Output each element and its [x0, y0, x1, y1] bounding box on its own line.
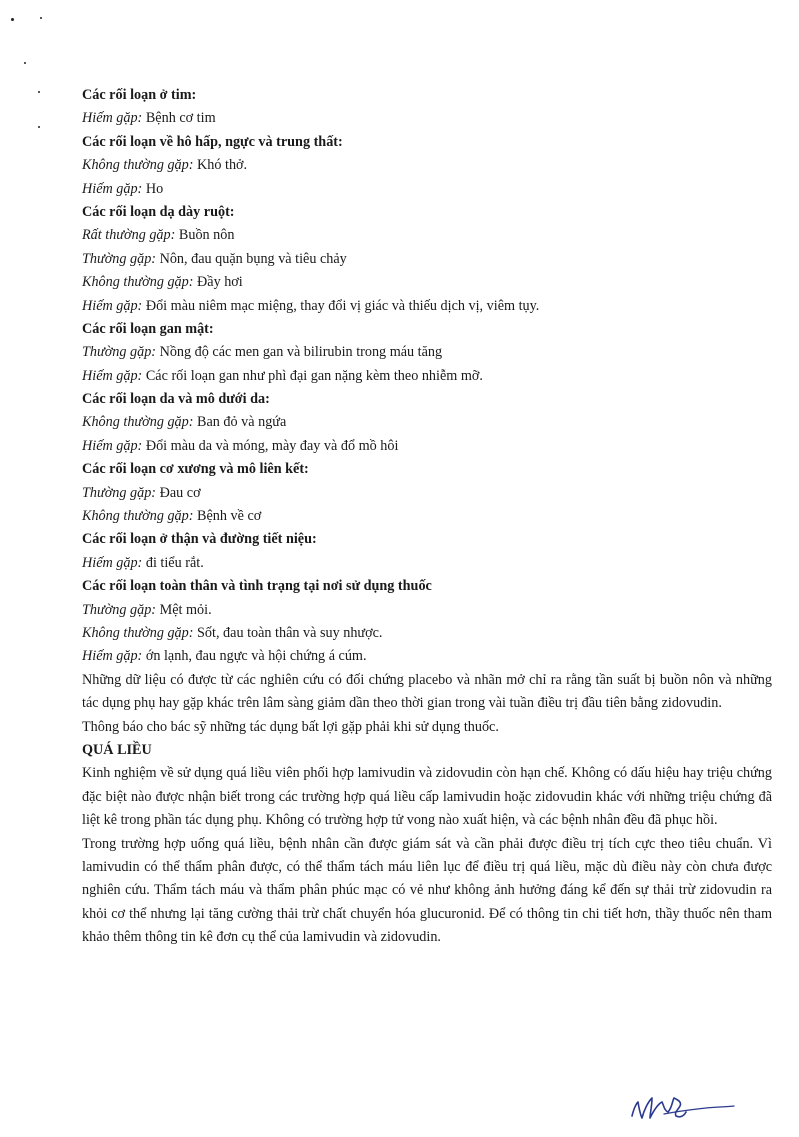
frequency-text: Sốt, đau toàn thân và suy nhược. [193, 624, 383, 641]
frequency-text: Nồng độ các men gan và bilirubin trong máu tăng [156, 344, 443, 361]
scan-speck [11, 18, 14, 21]
frequency-label: Hiếm gặp: [82, 437, 143, 454]
frequency-label: Hiếm gặp: [82, 367, 143, 384]
frequency-label: Không thường gặp: [82, 508, 194, 525]
frequency-label: Rất thường gặp: [82, 227, 176, 244]
frequency-label: Thường gặp: [82, 484, 157, 501]
frequency-label: Không thường gặp: [82, 274, 194, 291]
frequency-item [82, 645, 772, 668]
frequency-item [82, 295, 772, 318]
frequency-text: đi tiểu rắt. [142, 554, 204, 571]
frequency-item [82, 271, 772, 294]
frequency-label: Hiếm gặp: [82, 554, 143, 571]
frequency-text: Các rối loạn gan như phì đại gan nặng kèm theo nhiễm mỡ. [142, 367, 483, 384]
frequency-text: Mệt mỏi. [156, 601, 212, 618]
overdose-paragraph-2: Trong trường hợp uống quá liều, bệnh nhân cần được giám sát và cần phải được điều trị tích cực theo tiêu chuẩn. Vì lamivudin có thể thẩm phân được, có thể thẩm tách máu liên lục để điều trị quá liều, mặc dù điều này còn chưa được nghiên cứu. Thẩm tách máu và thẩm phân phúc mạc có vẻ như không ảnh hưởng đáng kể đến sự thải trừ zidovudin ra khỏi cơ thể nhưng lại tăng cường thải trừ chất chuyển hóa glucuronid. Để có thông tin chi tiết hơn, thầy thuốc nên tham khảo thêm thông tin kê đơn cụ thể của lamivudin và zidovudin. [82, 835, 772, 946]
frequency-item [82, 411, 772, 434]
frequency-label: Hiếm gặp: [82, 297, 143, 314]
frequency-item [82, 505, 772, 528]
section-heading: Các rối loạn da và mô dưới da: [82, 391, 270, 408]
frequency-text: Khó thở. [193, 157, 248, 174]
overdose-title: QUÁ LIỀU [82, 741, 152, 758]
frequency-label: Không thường gặp: [82, 624, 194, 641]
frequency-text: Bệnh về cơ [193, 508, 262, 525]
section-heading: Các rối loạn dạ dày ruột: [82, 203, 235, 220]
frequency-item [82, 622, 772, 645]
frequency-item [82, 154, 772, 177]
frequency-item [82, 365, 772, 388]
section-heading: Các rối loạn ở thận và đường tiết niệu: [82, 531, 317, 548]
frequency-label: Hiếm gặp: [82, 110, 143, 127]
section-heading: Các rối loạn toàn thân và tình trạng tại nơi sử dụng thuốc [82, 578, 432, 595]
overdose-paragraph-1: Kinh nghiệm về sử dụng quá liều viên phối hợp lamivudin và zidovudin còn hạn chế. Không có dấu hiệu hay triệu chứng đặc biệt nào được nhận biết trong các trường hợp quá liều cấp lamivudin hoặc zidovudin khác với những triệu chứng đã liệt kê trong phần tác dụng phụ. Không có trường hợp tử vong nào xuất hiện, và các bệnh nhân đều đã phục hồi. [82, 765, 772, 829]
section-heading: Các rối loạn cơ xương và mô liên kết: [82, 461, 309, 478]
frequency-text: Đổi màu niêm mạc miệng, thay đổi vị giác và thiếu dịch vị, viêm tụy. [142, 297, 540, 314]
frequency-label: Thường gặp: [82, 250, 157, 267]
frequency-text: Bệnh cơ tim [142, 110, 216, 127]
frequency-label: Thường gặp: [82, 601, 157, 618]
frequency-text: Đau cơ [156, 484, 201, 501]
frequency-item [82, 248, 772, 271]
notify-paragraph: Thông báo cho bác sỹ những tác dụng bất lợi gặp phải khi sử dụng thuốc. [82, 718, 499, 735]
frequency-text: Ho [142, 180, 164, 197]
scan-speck [38, 91, 40, 93]
frequency-text: Ban đỏ và ngứa [193, 414, 287, 431]
scan-speck [24, 62, 26, 64]
frequency-label: Thường gặp: [82, 344, 157, 361]
section-heading: Các rối loạn gan mật: [82, 320, 214, 337]
frequency-item [82, 435, 772, 458]
frequency-item [82, 552, 772, 575]
frequency-text: Đầy hơi [193, 274, 243, 291]
frequency-text: Đổi màu da và móng, mày đay và đổ mồ hôi [142, 437, 399, 454]
frequency-item [82, 599, 772, 622]
frequency-item [82, 107, 772, 130]
frequency-text: ớn lạnh, đau ngực và hội chứng á cúm. [142, 648, 367, 665]
handwritten-signature [628, 1090, 738, 1124]
frequency-label: Hiếm gặp: [82, 648, 143, 665]
section-heading: Các rối loạn ở tim: [82, 87, 197, 103]
placebo-paragraph: Những dữ liệu có được từ các nghiên cứu có đối chứng placebo và nhãn mở chỉ ra rằng tần suất bị buồn nôn và những tác dụng phụ hay gặp khác trên lâm sàng giảm dần theo thời gian trong vài tuần điều trị đầu tiên bằng zidovudin. [82, 671, 772, 712]
frequency-label: Không thường gặp: [82, 157, 194, 174]
frequency-text: Nôn, đau quặn bụng và tiêu chảy [156, 250, 347, 267]
scan-speck [40, 17, 42, 19]
frequency-item [82, 341, 772, 364]
scan-speck [38, 126, 40, 128]
frequency-text: Buồn nôn [175, 227, 235, 244]
frequency-item [82, 224, 772, 247]
document-page [82, 84, 772, 950]
frequency-item [82, 178, 772, 201]
frequency-label: Không thường gặp: [82, 414, 194, 431]
section-heading: Các rối loạn về hô hấp, ngực và trung thất: [82, 133, 343, 150]
frequency-label: Hiếm gặp: [82, 180, 143, 197]
frequency-item [82, 482, 772, 505]
